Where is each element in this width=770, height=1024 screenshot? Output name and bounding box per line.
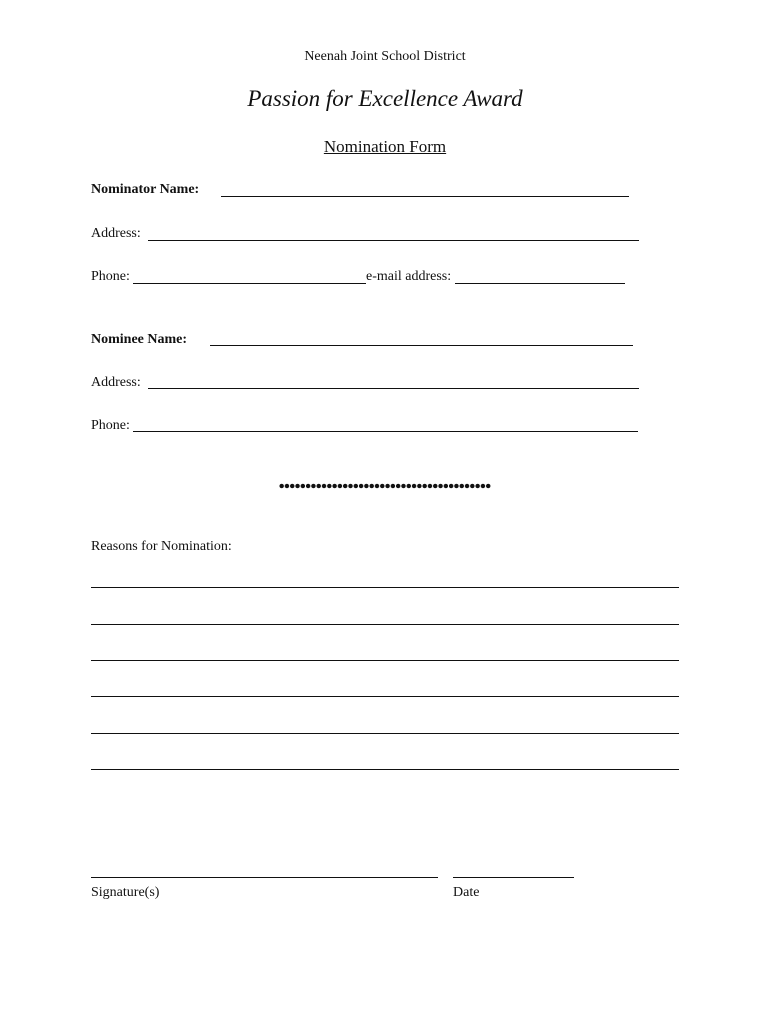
nominator-address-label: Address:	[91, 226, 141, 241]
nominator-email-field[interactable]	[455, 283, 625, 284]
reasons-label: Reasons for Nomination:	[91, 539, 232, 554]
nominee-address-label: Address:	[91, 375, 141, 390]
nominee-address-field[interactable]	[148, 388, 639, 389]
nominee-phone-field[interactable]	[133, 431, 638, 432]
reason-line-1[interactable]	[91, 587, 679, 588]
nominator-phone-label: Phone:	[91, 269, 130, 284]
nominator-phone-field[interactable]	[133, 283, 366, 284]
reason-line-6[interactable]	[91, 769, 679, 770]
district-name: Neenah Joint School District	[304, 49, 466, 64]
nominator-email-label: e-mail address:	[366, 269, 452, 284]
date-label: Date	[453, 885, 480, 900]
reason-line-2[interactable]	[91, 624, 679, 625]
signature-label: Signature(s)	[91, 885, 160, 900]
date-field[interactable]	[453, 877, 574, 878]
reason-line-3[interactable]	[91, 660, 679, 661]
nominee-name-field[interactable]	[210, 345, 633, 346]
dotted-separator	[279, 481, 491, 491]
reason-line-5[interactable]	[91, 733, 679, 734]
nominator-address-field[interactable]	[148, 240, 639, 241]
signature-field[interactable]	[91, 877, 438, 878]
reason-line-4[interactable]	[91, 696, 679, 697]
form-title: Nomination Form	[323, 137, 447, 156]
nominator-name-label: Nominator Name:	[91, 182, 200, 197]
award-title: Passion for Excellence Award	[247, 86, 523, 111]
nominee-name-label: Nominee Name:	[91, 332, 188, 347]
nominator-name-field[interactable]	[221, 196, 629, 197]
nominee-phone-label: Phone:	[91, 418, 130, 433]
